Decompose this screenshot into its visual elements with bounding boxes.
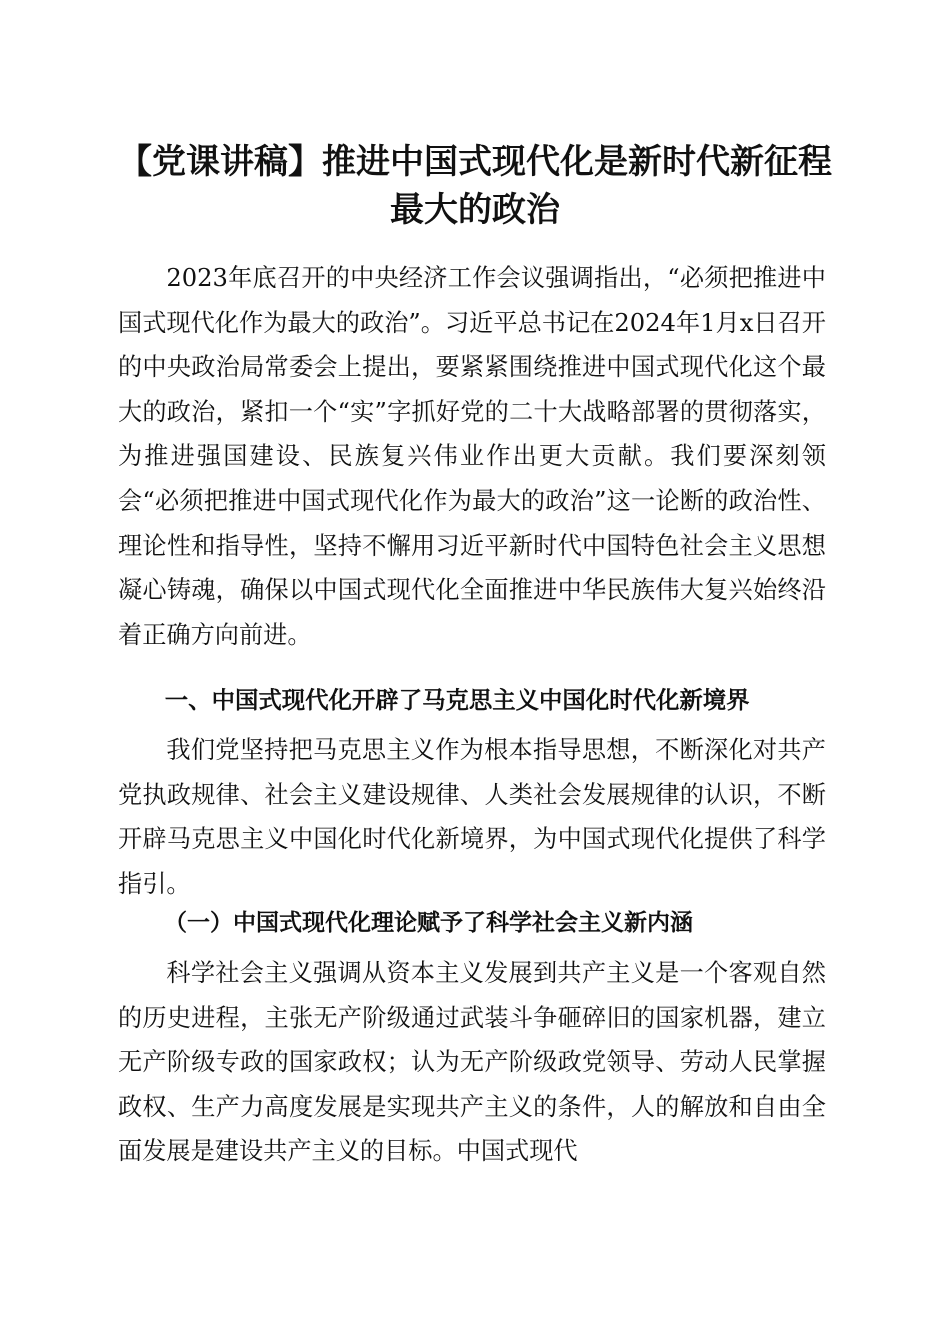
paragraph-intro: 2023年底召开的中央经济工作会议强调指出，“必须把推进中国式现代化作为最大的政治”。习近平总书记在2024年1月x日召开的中央政治局常委会上提出，要紧紧围绕推进中国式现代化这个最大的政治，紧扣一个“实”字抓好党的二十大战略部署的贯彻落实，为推进强国建设、民族复兴伟业作出更大贡献。我们要深刻领会“必须把推进中国式现代化作为最大的政治”这一论断的政治性、理论性和指导性，坚持不懈用习近平新时代中国特色社会主义思想凝心铸魂，确保以中国式现代化全面推进中华民族伟大复兴始终沿着正确方向前进。 — [118, 264, 826, 649]
paragraph-section-1: 我们党坚持把马克思主义作为根本指导思想，不断深化对共产党执政规律、社会主义建设规律、人类社会发展规律的认识，不断开辟马克思主义中国化时代化新境界，为中国式现代化提供了科学指引。 — [118, 736, 826, 898]
document-title: 【党课讲稿】推进中国式现代化是新时代新征程最大的政治 — [118, 142, 832, 230]
paragraph-subsection-1: 科学社会主义强调从资本主义发展到共产主义是一个客观自然的历史进程，主张无产阶级通过武装斗争砸碎旧的国家机器，建立无产阶级专政的国家政权；认为无产阶级政党领导、劳动人民掌握政权、生产力高度发展是实现共产主义的条件，人的解放和自由全面发展是建设共产主义的目标。中国式现代 — [118, 959, 826, 1166]
subsection-heading-1: （一）中国式现代化理论赋予了科学社会主义新内涵 — [164, 909, 693, 936]
section-heading-1: 一、中国式现代化开辟了马克思主义中国化时代化新境界 — [164, 686, 750, 714]
